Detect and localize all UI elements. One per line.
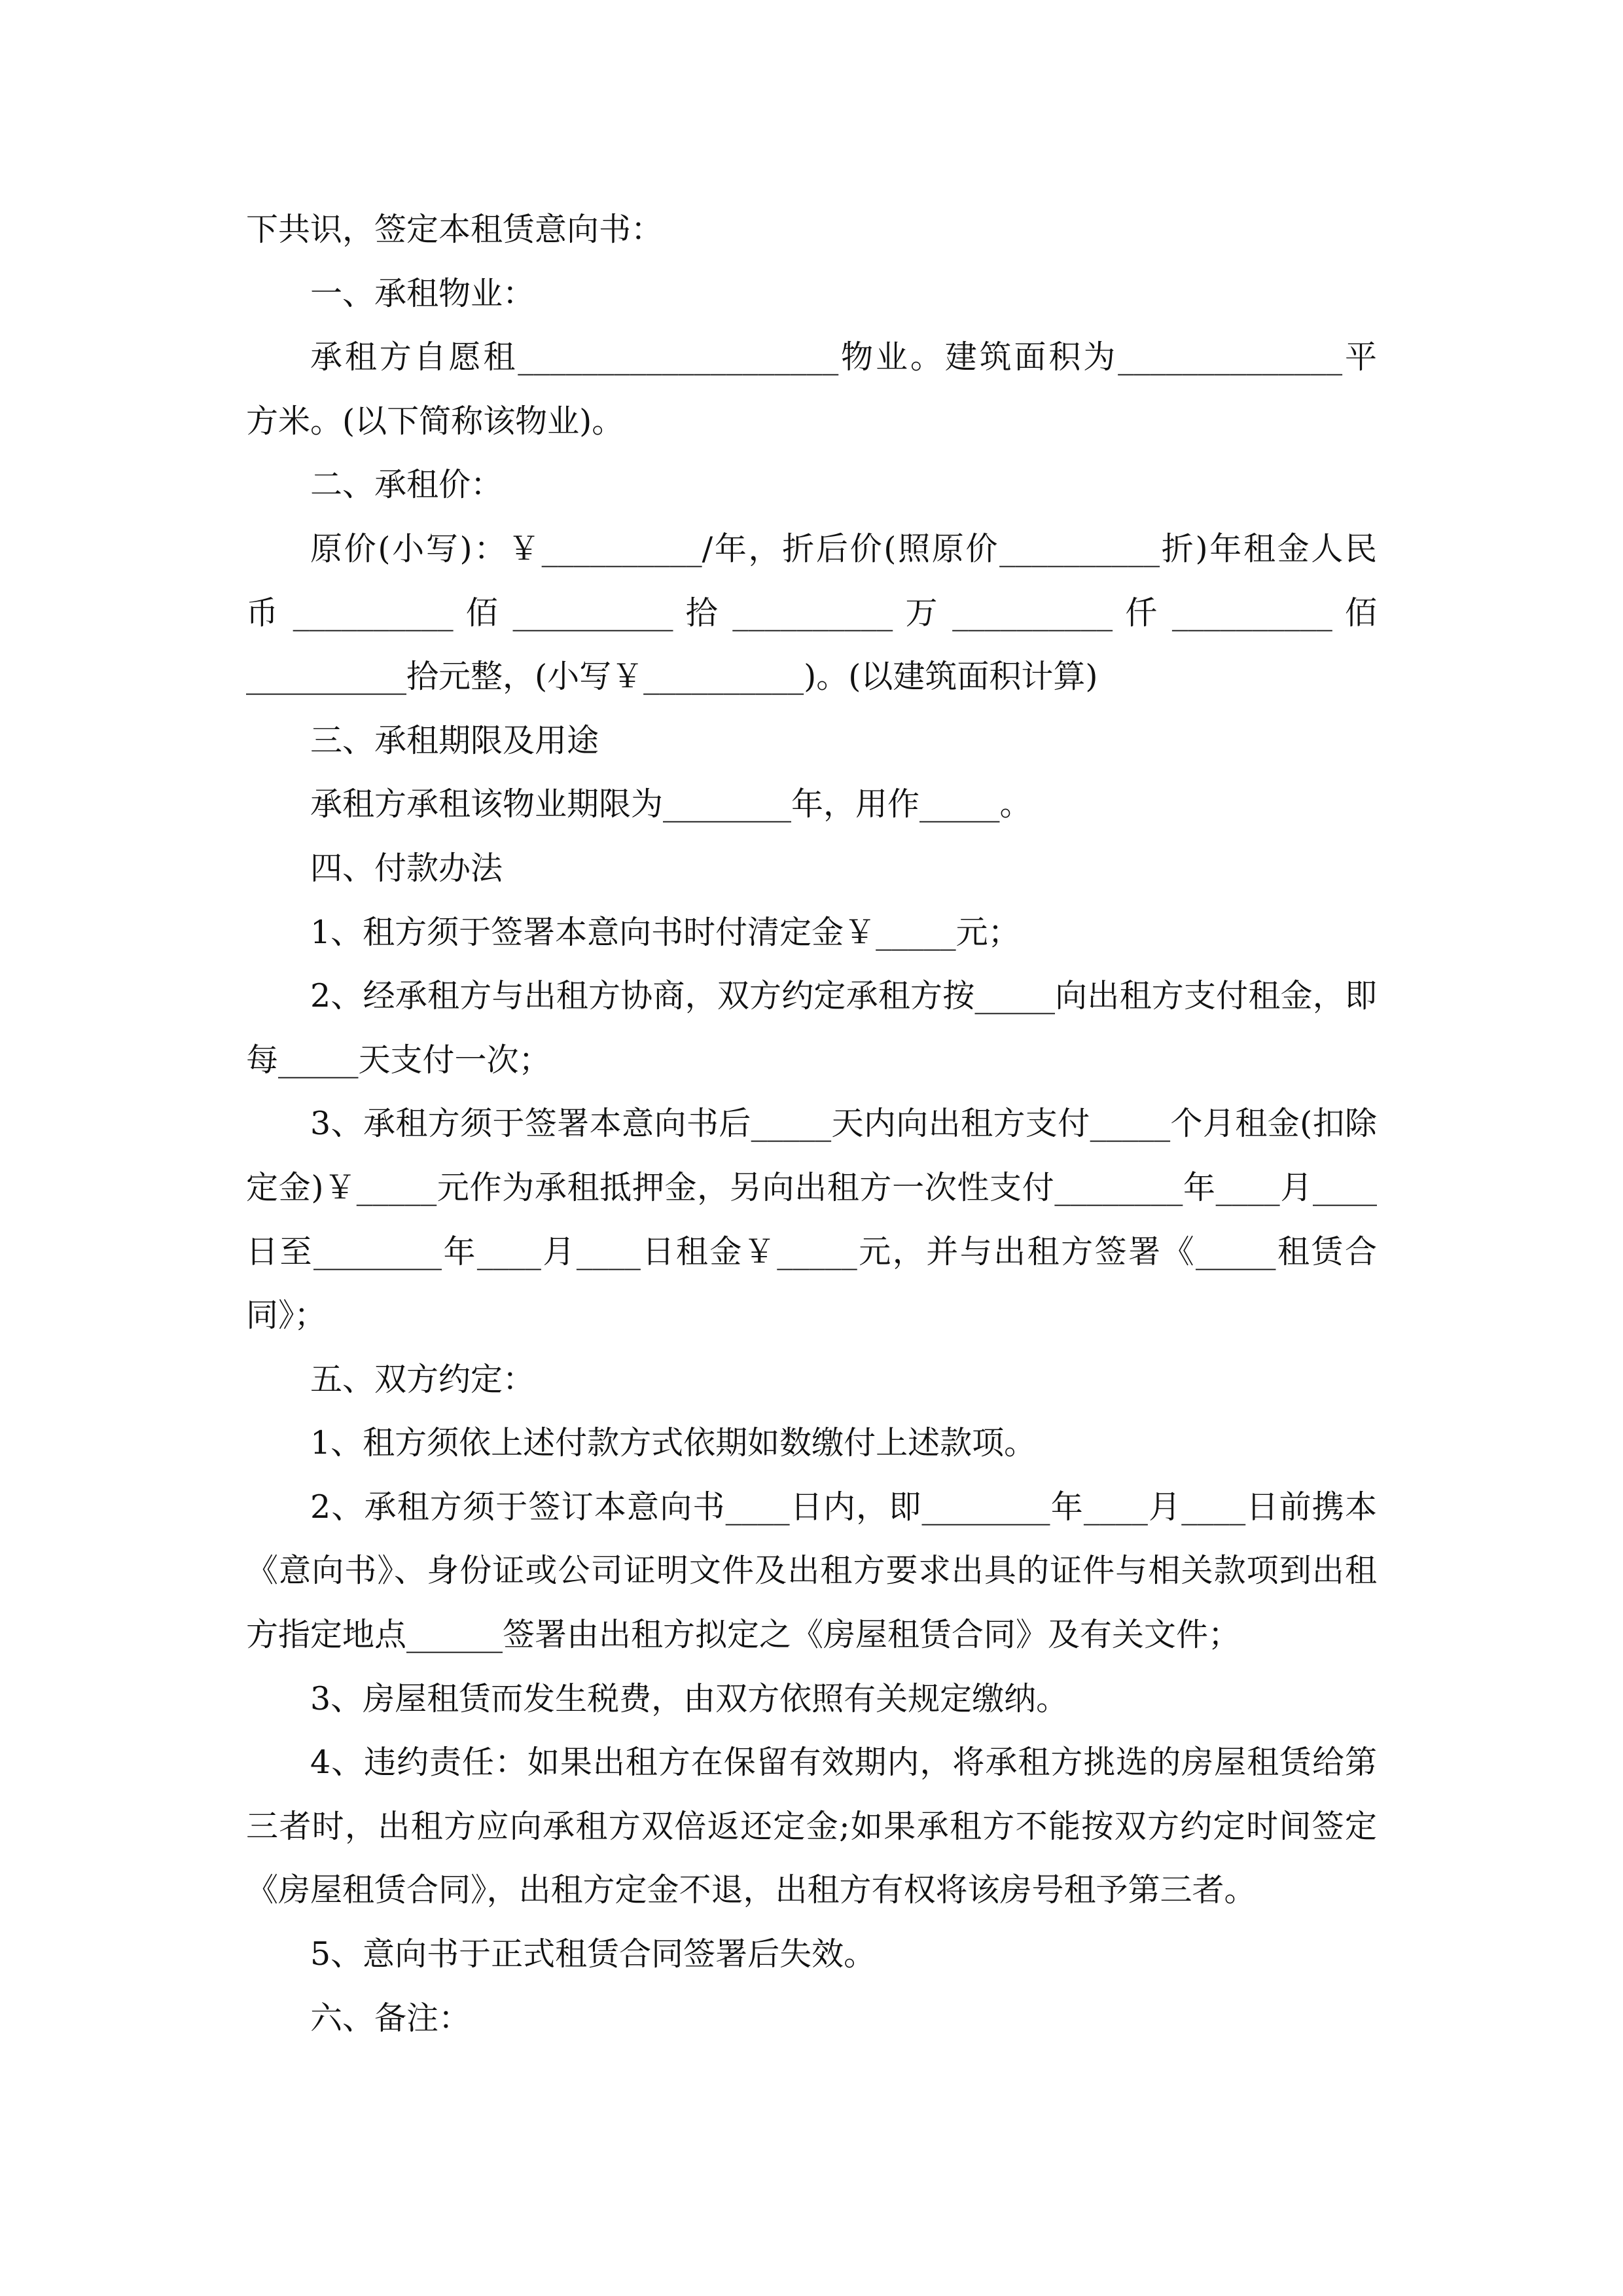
text-line: 方指定地点______签署由出租方拟定之《房屋租赁合同》及有关文件； [246, 1616, 1241, 1654]
text-line: 1、租方须于签署本意向书时付清定金￥_____元； [310, 913, 1020, 951]
text-line: 原价(小写)：￥__________/年，折后价(照原价__________折)年租金人民 [310, 529, 1377, 567]
text-line: 2、承租方须于签订本意向书____日内，即________年____月____日前携本 [310, 1488, 1377, 1526]
text-line: 承租方承租该物业期限为________年，用作_____。 [310, 785, 1032, 823]
text-line: 《意向书》、身份证或公司证明文件及出租方要求出具的证件与相关款项到出租 [246, 1552, 1377, 1590]
text-line: 承租方自愿租____________________物业。建筑面积为______________平 [310, 338, 1377, 376]
text-line: 方米。(以下简称该物业)。 [246, 402, 624, 440]
section-heading-1: 一、承租物业： [310, 274, 535, 312]
section-heading-2: 二、承租价： [310, 466, 503, 504]
section-heading-6: 六、备注： [310, 1999, 471, 2037]
text-line: 5、意向书于正式租赁合同签署后失效。 [310, 1935, 876, 1973]
text-line: 币 __________ 佰 __________ 拾 __________ 万 __________ 仟 __________ 佰 [246, 594, 1377, 632]
text-line: 三者时，出租方应向承租方双倍返还定金;如果承租方不能按双方约定时间签定 [246, 1807, 1377, 1845]
text-line: 《房屋租赁合同》，出租方定金不退，出租方有权将该房号租予第三者。 [246, 1871, 1257, 1909]
text-line: 2、经承租方与出租方协商，双方约定承租方按_____向出租方支付租金，即 [310, 977, 1377, 1015]
lease-intent-document [246, 198, 1377, 2050]
text-line: 1、租方须依上述付款方式依期如数缴付上述款项。 [310, 1424, 1037, 1462]
text-line: 定金)￥_____元作为承租抵押金，另向出租方一次性支付________年____月____ [246, 1168, 1377, 1206]
text-line: 下共识，签定本租赁意向书： [246, 211, 664, 248]
text-line: 每_____天支付一次； [246, 1041, 551, 1079]
text-line: __________拾元整，(小写￥__________)。(以建筑面积计算) [246, 658, 1098, 696]
section-heading-3: 三、承租期限及用途 [310, 721, 599, 759]
text-line: 3、房屋租赁而发生税费，由双方依照有关规定缴纳。 [310, 1679, 1069, 1717]
section-heading-4: 四、付款办法 [310, 849, 503, 887]
text-line: 3、承租方须于签署本意向书后_____天内向出租方支付_____个月租金(扣除 [310, 1105, 1377, 1143]
section-heading-5: 五、双方约定： [310, 1360, 535, 1398]
text-line: 日至________年____月____日租金￥_____元，并与出租方签署《_____租赁合 [246, 1232, 1377, 1270]
text-line: 同》； [246, 1297, 327, 1335]
text-line: 4、违约责任：如果出租方在保留有效期内，将承租方挑选的房屋租赁给第 [310, 1744, 1377, 1782]
